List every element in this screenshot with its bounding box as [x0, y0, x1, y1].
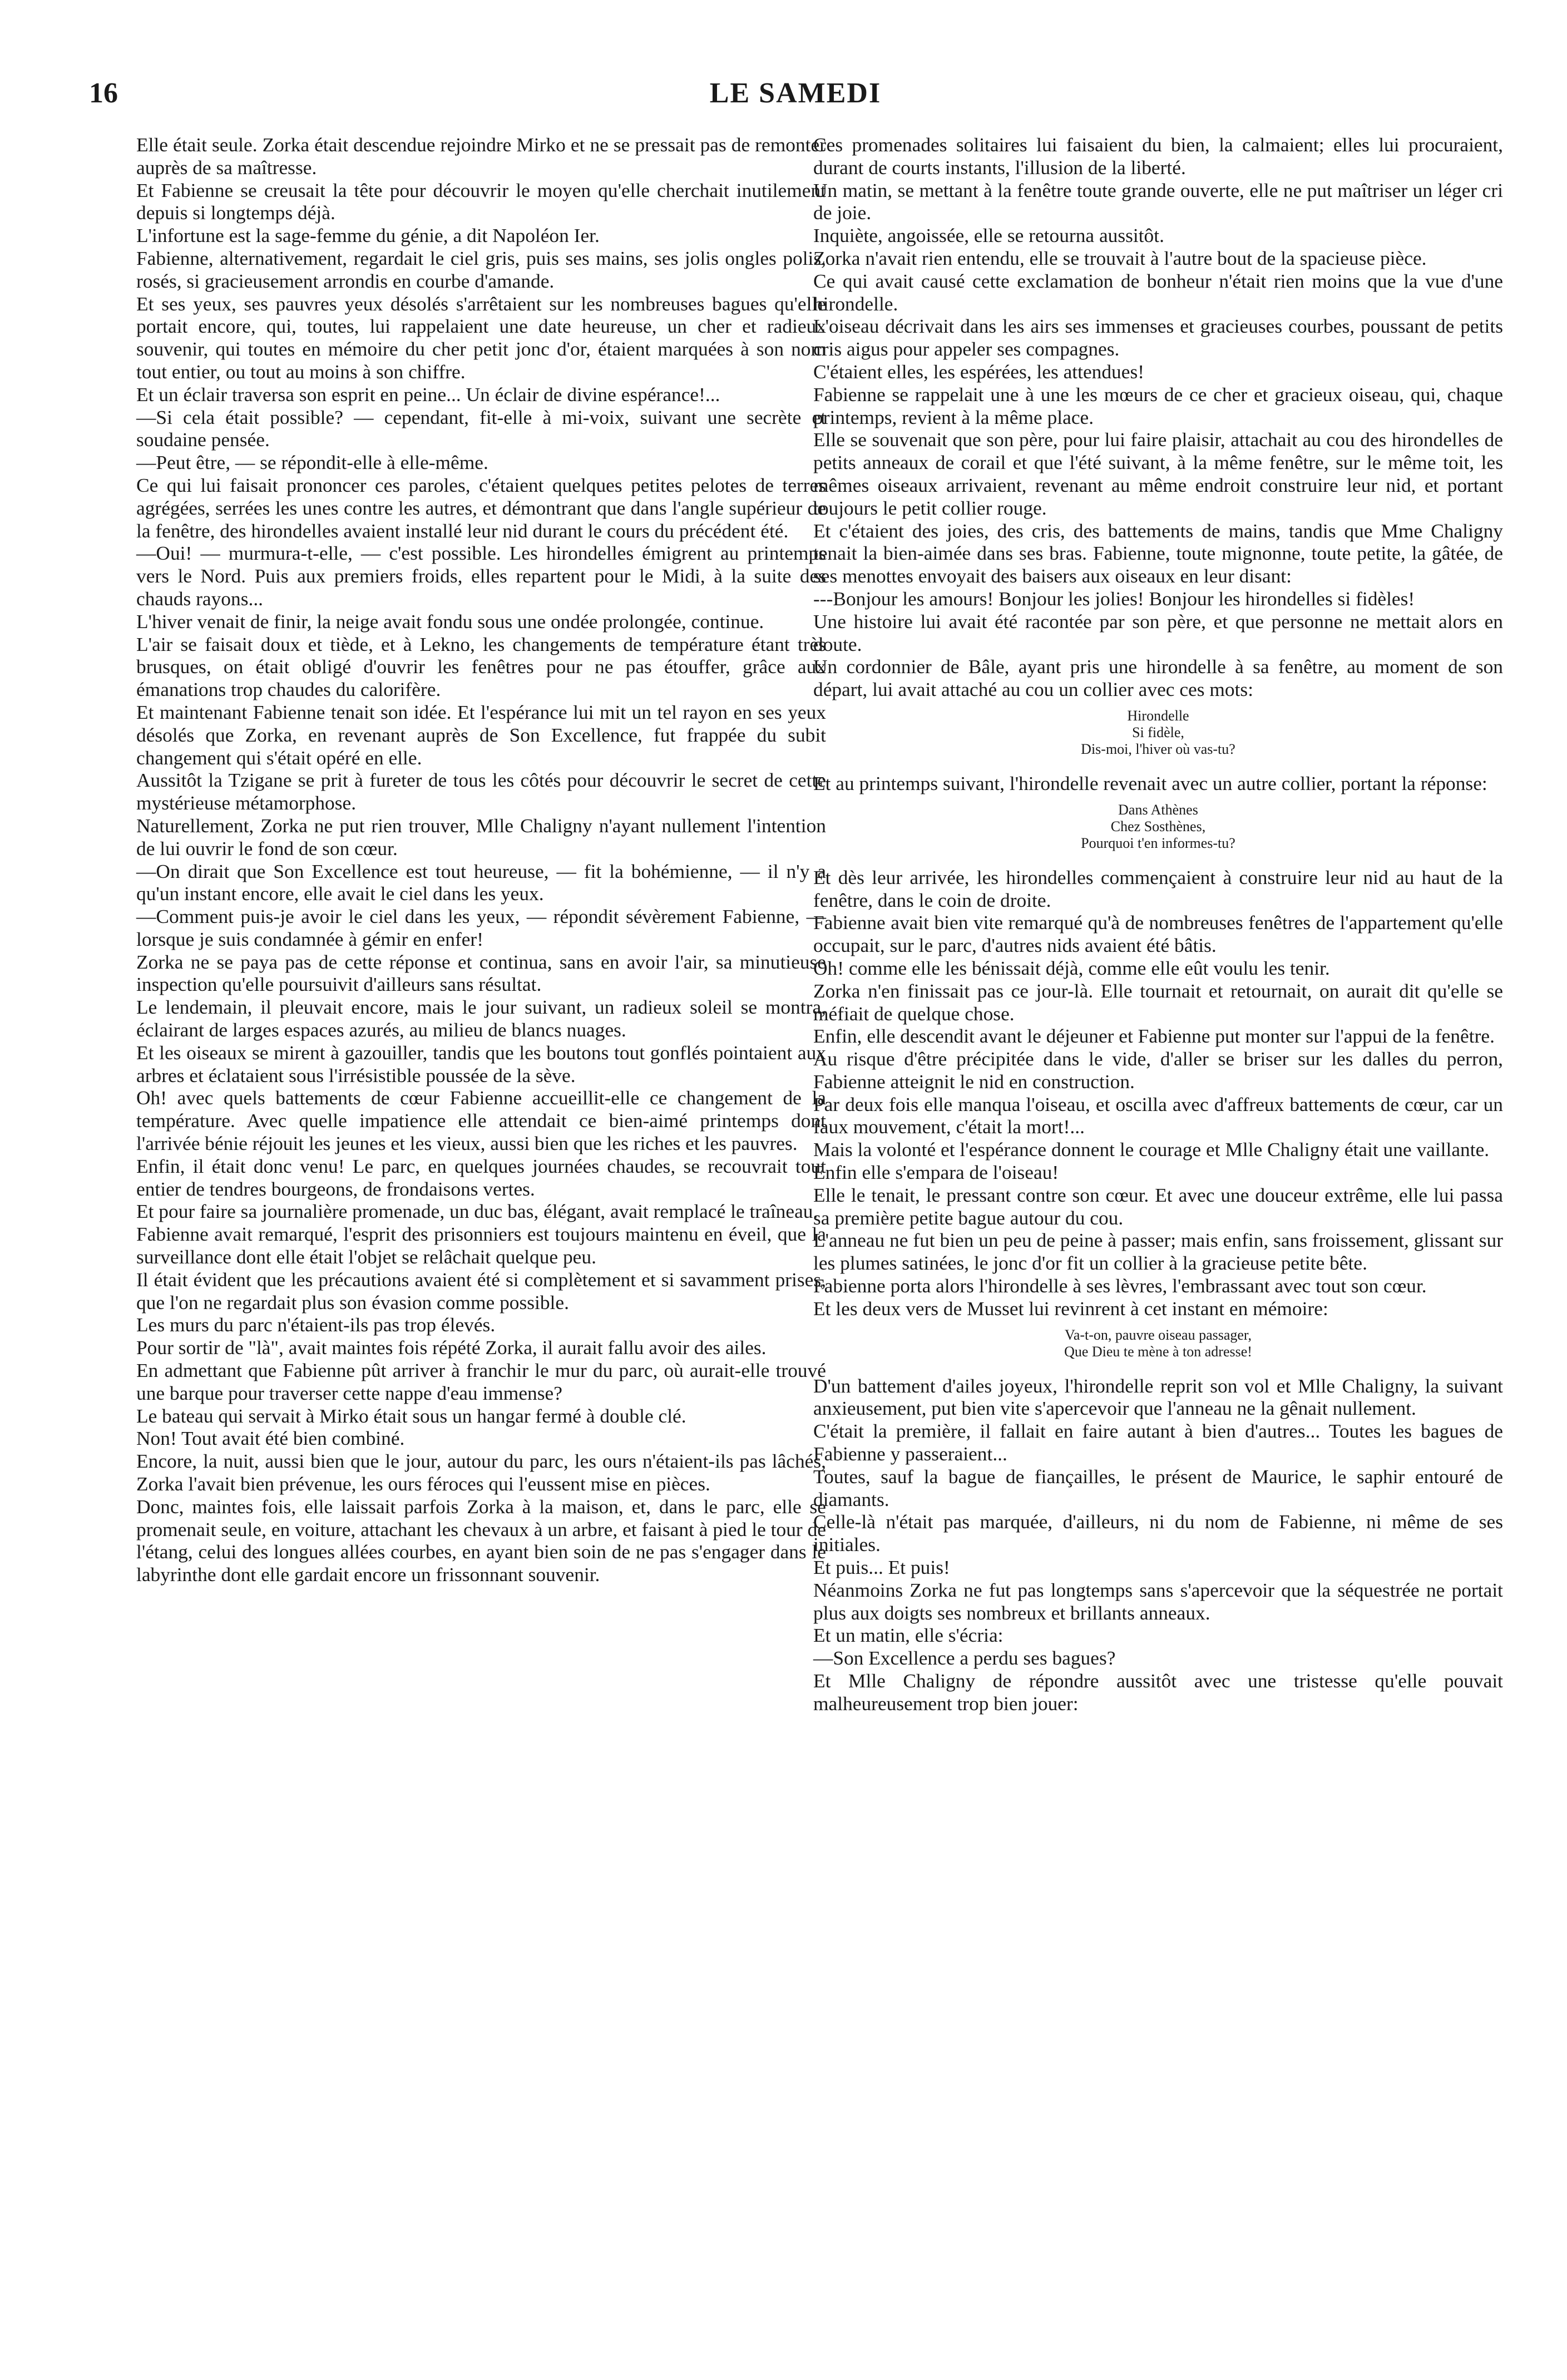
paragraph: —On dirait que Son Excellence est tout heureuse, — fit la bohémienne, — il n'y a qu'un instant encore, elle avait le ciel dans les yeux.: [136, 860, 826, 905]
paragraph: Pour sortir de "là", avait maintes fois répété Zorka, il aurait fallu avoir des ailes.: [136, 1336, 767, 1359]
paragraph: Un matin, se mettant à la fenêtre toute grande ouverte, elle ne put maîtriser un léger cri de joie.: [813, 179, 1503, 224]
right-column-part-a: [813, 134, 1503, 701]
paragraph: Au risque d'être précipitée dans le vide, d'aller se briser sur les dalles du perron, Fabienne atteignit le nid en construction.: [813, 1048, 1503, 1093]
paragraph: Zorka ne se paya pas de cette réponse et continua, sans en avoir l'air, sa minutieuse inspection qu'elle poursuivit d'ailleurs sans résultat.: [136, 950, 826, 996]
verse-hirondelle: [813, 708, 1503, 758]
paragraph: Le lendemain, il pleuvait encore, mais le jour suivant, un radieux soleil se montra, éclairant de larges espaces azurés, au milieu de blancs nuages.: [136, 996, 826, 1041]
paragraph: L'hiver venait de finir, la neige avait fondu sous une ondée prolongée, continue.: [136, 610, 764, 633]
paragraph: Les murs du parc n'étaient-ils pas trop élevés.: [136, 1314, 496, 1336]
paragraph: Et Fabienne se creusait la tête pour découvrir le moyen qu'elle cherchait inutilement depuis si longtemps déjà.: [136, 179, 826, 224]
paragraph: Oh! comme elle les bénissait déjà, comme elle eût voulu les tenir.: [813, 956, 1330, 979]
paragraph: Ces promenades solitaires lui faisaient du bien, la calmaient; elles lui procuraient, durant de courts instants, l'illusion de la liberté.: [813, 134, 1503, 179]
paragraph: Et puis... Et puis!: [813, 1556, 950, 1579]
verse-musset: [813, 1327, 1503, 1360]
verse-line: Chez Sosthènes,: [1110, 818, 1206, 835]
paragraph: Et les oiseaux se mirent à gazouiller, tandis que les boutons tout gonflés pointaient aux arbres et éclataient sous l'irrésistible poussée de la sève.: [136, 1041, 826, 1087]
verse-line: Hirondelle: [1127, 707, 1189, 724]
verse-line: Va-t-on, pauvre oiseau passager,: [1064, 1326, 1252, 1343]
paragraph: Enfin elle s'empara de l'oiseau!: [813, 1161, 1059, 1184]
verse-line: Dis-moi, l'hiver où vas-tu?: [1081, 740, 1235, 757]
verse-athenes: [813, 802, 1503, 852]
paragraph: En admettant que Fabienne pût arriver à franchir le mur du parc, où aurait-elle trouvé une barque pour traverser cette nappe d'eau immense?: [136, 1359, 826, 1404]
paragraph: Ce qui lui faisait prononcer ces paroles, c'étaient quelques petites pelotes de terres agrégées, serrées les unes contre les autres, et démontrant que dans l'angle supérieur de la fenêtre, des hirondelles avaient installé leur nid durant le cours du précédent été.: [136, 473, 826, 542]
paragraph: Inquiète, angoissée, elle se retourna aussitôt.: [813, 224, 1164, 247]
paragraph: D'un battement d'ailes joyeux, l'hirondelle reprit son vol et Mlle Chaligny, la suivant anxieusement, put bien vite s'apercevoir que l'anneau ne la gênait nullement.: [813, 1374, 1503, 1420]
paragraph: L'infortune est la sage-femme du génie, a dit Napoléon Ier.: [136, 224, 600, 247]
paragraph: —Oui! — murmura-t-elle, — c'est possible. Les hirondelles émigrent au printemps vers le Nord. Puis aux premiers froids, elles repartent pour le Midi, à la suite des chauds rayons...: [136, 542, 826, 610]
paragraph: Oh! avec quels battements de cœur Fabienne accueillit-elle ce changement de la température. Avec quelle impatience elle attendait ce bien-aimé printemps dont l'arrivée bénie réjouit les jeunes et les vieux, aussi bien que les riches et les pauvres.: [136, 1087, 826, 1155]
paragraph: Non! Tout avait été bien combiné.: [136, 1427, 405, 1450]
paragraph: Zorka n'en finissait pas ce jour-là. Elle tournait et retournait, on aurait dit qu'elle se méfiait de quelque chose.: [813, 979, 1503, 1025]
paragraph: C'était la première, il fallait en faire autant à bien d'autres... Toutes les bagues de Fabienne y passeraient...: [813, 1420, 1503, 1465]
right-column: [813, 134, 1503, 1715]
verse-line: Dans Athènes: [1118, 801, 1198, 818]
paragraph: Il était évident que les précautions avaient été si complètement et si savamment prises, que l'on ne regardait plus son évasion comme possible.: [136, 1268, 826, 1314]
left-column: [136, 134, 826, 1586]
paragraph: Fabienne avait bien vite remarqué qu'à de nombreuses fenêtres de l'appartement qu'elle occupait, sur le parc, d'autres nids avaient été bâtis.: [813, 911, 1503, 957]
paragraph: Et un éclair traversa son esprit en peine... Un éclair de divine espérance!...: [136, 383, 720, 406]
paragraph: Une histoire lui avait été racontée par son père, et que personne ne mettait alors en doute.: [813, 610, 1503, 655]
paragraph: —Son Excellence a perdu ses bagues?: [813, 1647, 1116, 1670]
paragraph: Fabienne avait remarqué, l'esprit des prisonniers est toujours maintenu en éveil, que la surveillance dont elle était l'objet se relâchait quelque peu.: [136, 1223, 826, 1268]
paragraph: L'anneau ne fut bien un peu de peine à passer; mais enfin, sans froissement, glissant sur les plumes satinées, le jonc d'or fit un collier à la gracieuse petite bête.: [813, 1229, 1503, 1275]
paragraph: Elle le tenait, le pressant contre son cœur. Et avec une douceur extrême, elle lui passa sa première petite bague autour du cou.: [813, 1183, 1503, 1229]
paragraph: —Comment puis-je avoir le ciel dans les yeux, — répondit sévèrement Fabienne, — lorsque je suis condamnée à gémir en enfer!: [136, 905, 826, 950]
paragraph: L'air se faisait doux et tiède, et à Lekno, les changements de température étant très brusques, on était obligé d'ouvrir les fenêtres pour ne pas étouffer, grâce aux émanations trop chaudes du calorifère.: [136, 633, 826, 701]
verse-line: Que Dieu te mène à ton adresse!: [1064, 1343, 1252, 1360]
paragraph: Enfin, il était donc venu! Le parc, en quelques journées chaudes, se recouvrait tout entier de tendres bourgeons, de frondaisons vertes.: [136, 1154, 826, 1200]
paragraph: Le bateau qui servait à Mirko était sous un hangar fermé à double clé.: [136, 1404, 686, 1427]
paragraph: Fabienne, alternativement, regardait le ciel gris, puis ses mains, ses jolis ongles polis, rosés, si gracieusement arrondis en courbe d'amande.: [136, 246, 826, 292]
paragraph: Enfin, elle descendit avant le déjeuner et Fabienne put monter sur l'appui de la fenêtre.: [813, 1025, 1495, 1048]
paragraph: Et dès leur arrivée, les hirondelles commençaient à construire leur nid au haut de la fenêtre, dans le coin de droite.: [813, 866, 1503, 911]
paragraph: Un cordonnier de Bâle, ayant pris une hirondelle à sa fenêtre, au moment de son départ, lui avait attaché au cou un collier avec ces mots:: [813, 655, 1503, 701]
paragraph: Aussitôt la Tzigane se prit à fureter de tous les côtés pour découvrir le secret de cette mystérieuse métamorphose.: [136, 769, 826, 814]
paragraph: Et les deux vers de Musset lui revinrent à cet instant en mémoire:: [813, 1297, 1328, 1320]
paragraph: Elle se souvenait que son père, pour lui faire plaisir, attachait au cou des hirondelles de petits anneaux de corail et que l'été suivant, à la même fenêtre, sur le même toit, les mêmes oiseaux arrivaient, revenant au même endroit construire leur nid, et portant toujours le petit collier rouge.: [813, 428, 1503, 519]
paragraph: Toutes, sauf la bague de fiançailles, le présent de Maurice, le saphir entouré de diamants.: [813, 1465, 1503, 1510]
paragraph: Et c'étaient des joies, des cris, des battements de mains, tandis que Mme Chaligny tenait la bien-aimée dans ses bras. Fabienne, toute mignonne, toute petite, la gâtée, de ses menottes envoyait des baisers aux oiseaux en leur disant:: [813, 519, 1503, 587]
paragraph: Ce qui avait causé cette exclamation de bonheur n'était rien moins que la vue d'une hirondelle.: [813, 269, 1503, 315]
paragraph: —Si cela était possible? — cependant, fit-elle à mi-voix, suivant une secrète et soudaine pensée.: [136, 406, 826, 451]
publication-title: LE SAMEDI: [709, 77, 882, 109]
page-header: [89, 77, 1502, 121]
paragraph: Donc, maintes fois, elle laissait parfois Zorka à la maison, et, dans le parc, elle se promenait seule, en voiture, attachant les chevaux à un arbre, et faisant à pied le tour de l'étang, celui des longues allées courbes, en ayant bien soin de ne pas s'engager dans le labyrinthe dont elle gardait encore un frissonnant souvenir.: [136, 1495, 826, 1586]
right-column-part-b: [813, 772, 1503, 795]
paragraph: —Peut être, — se répondit-elle à elle-même.: [136, 451, 488, 474]
paragraph: Encore, la nuit, aussi bien que le jour, autour du parc, les ours n'étaient-ils pas lâchés, Zorka l'avait bien prévenue, les ours féroces qui l'eussent mise en pièces.: [136, 1450, 826, 1495]
paragraph: ---Bonjour les amours! Bonjour les jolies! Bonjour les hirondelles si fidèles!: [813, 587, 1415, 610]
right-column-part-d: [813, 1375, 1503, 1715]
verse-line: Pourquoi t'en informes-tu?: [1081, 835, 1235, 851]
paragraph: C'étaient elles, les espérées, les attendues!: [813, 360, 1145, 383]
page-number: 16: [89, 77, 118, 109]
paragraph: Et au printemps suivant, l'hirondelle revenait avec un autre collier, portant la réponse:: [813, 772, 1487, 794]
paragraph: Et maintenant Fabienne tenait son idée. Et l'espérance lui mit un tel rayon en ses yeux désolés que Zorka, en revenant auprès de Son Excellence, fut frappée du subit changement qui s'était opéré en elle.: [136, 700, 826, 769]
paragraph: Celle-là n'était pas marquée, d'ailleurs, ni du nom de Fabienne, ni même de ses initiales.: [813, 1510, 1503, 1556]
verse-line: Si fidèle,: [1132, 724, 1184, 740]
paragraph: Fabienne se rappelait une à une les mœurs de ce cher et gracieux oiseau, qui, chaque printemps, revient à la même place.: [813, 383, 1503, 428]
paragraph: Zorka n'avait rien entendu, elle se trouvait à l'autre bout de la spacieuse pièce.: [813, 246, 1427, 269]
paragraph: Elle était seule. Zorka était descendue rejoindre Mirko et ne se pressait pas de remonter auprès de sa maîtresse.: [136, 134, 826, 179]
paragraph: Mais la volonté et l'espérance donnent le courage et Mlle Chaligny était une vaillante.: [813, 1138, 1490, 1161]
paragraph: Et pour faire sa journalière promenade, un duc bas, élégant, avait remplacé le traîneau.: [136, 1200, 818, 1223]
paragraph: Naturellement, Zorka ne put rien trouver, Mlle Chaligny n'ayant nullement l'intention de lui ouvrir le fond de son cœur.: [136, 814, 826, 860]
paragraph: Par deux fois elle manqua l'oiseau, et oscilla avec d'affreux battements de cœur, car un faux mouvement, c'était la mort!...: [813, 1093, 1503, 1138]
paragraph: Néanmoins Zorka ne fut pas longtemps sans s'apercevoir que la séquestrée ne portait plus aux doigts ses nombreux et brillants anneaux.: [813, 1578, 1503, 1624]
paragraph: Et un matin, elle s'écria:: [813, 1624, 1004, 1647]
paragraph: Et ses yeux, ses pauvres yeux désolés s'arrêtaient sur les nombreuses bagues qu'elle portait encore, qui, toutes, lui rappelaient une date heureuse, un cher et radieux souvenir, qui toutes en mémoire du cher petit jonc d'or, étaient marquées à son nom tout entier, ou tout au moins à son chiffre.: [136, 292, 826, 383]
paragraph: Fabienne porta alors l'hirondelle à ses lèvres, l'embrassant avec tout son cœur.: [813, 1275, 1427, 1297]
paragraph: Et Mlle Chaligny de répondre aussitôt avec une tristesse qu'elle pouvait malheureusement trop bien jouer:: [813, 1670, 1503, 1715]
paragraph: L'oiseau décrivait dans les airs ses immenses et gracieuses courbes, poussant de petits cris aigus pour appeler ses compagnes.: [813, 315, 1503, 361]
right-column-part-c: [813, 866, 1503, 1320]
